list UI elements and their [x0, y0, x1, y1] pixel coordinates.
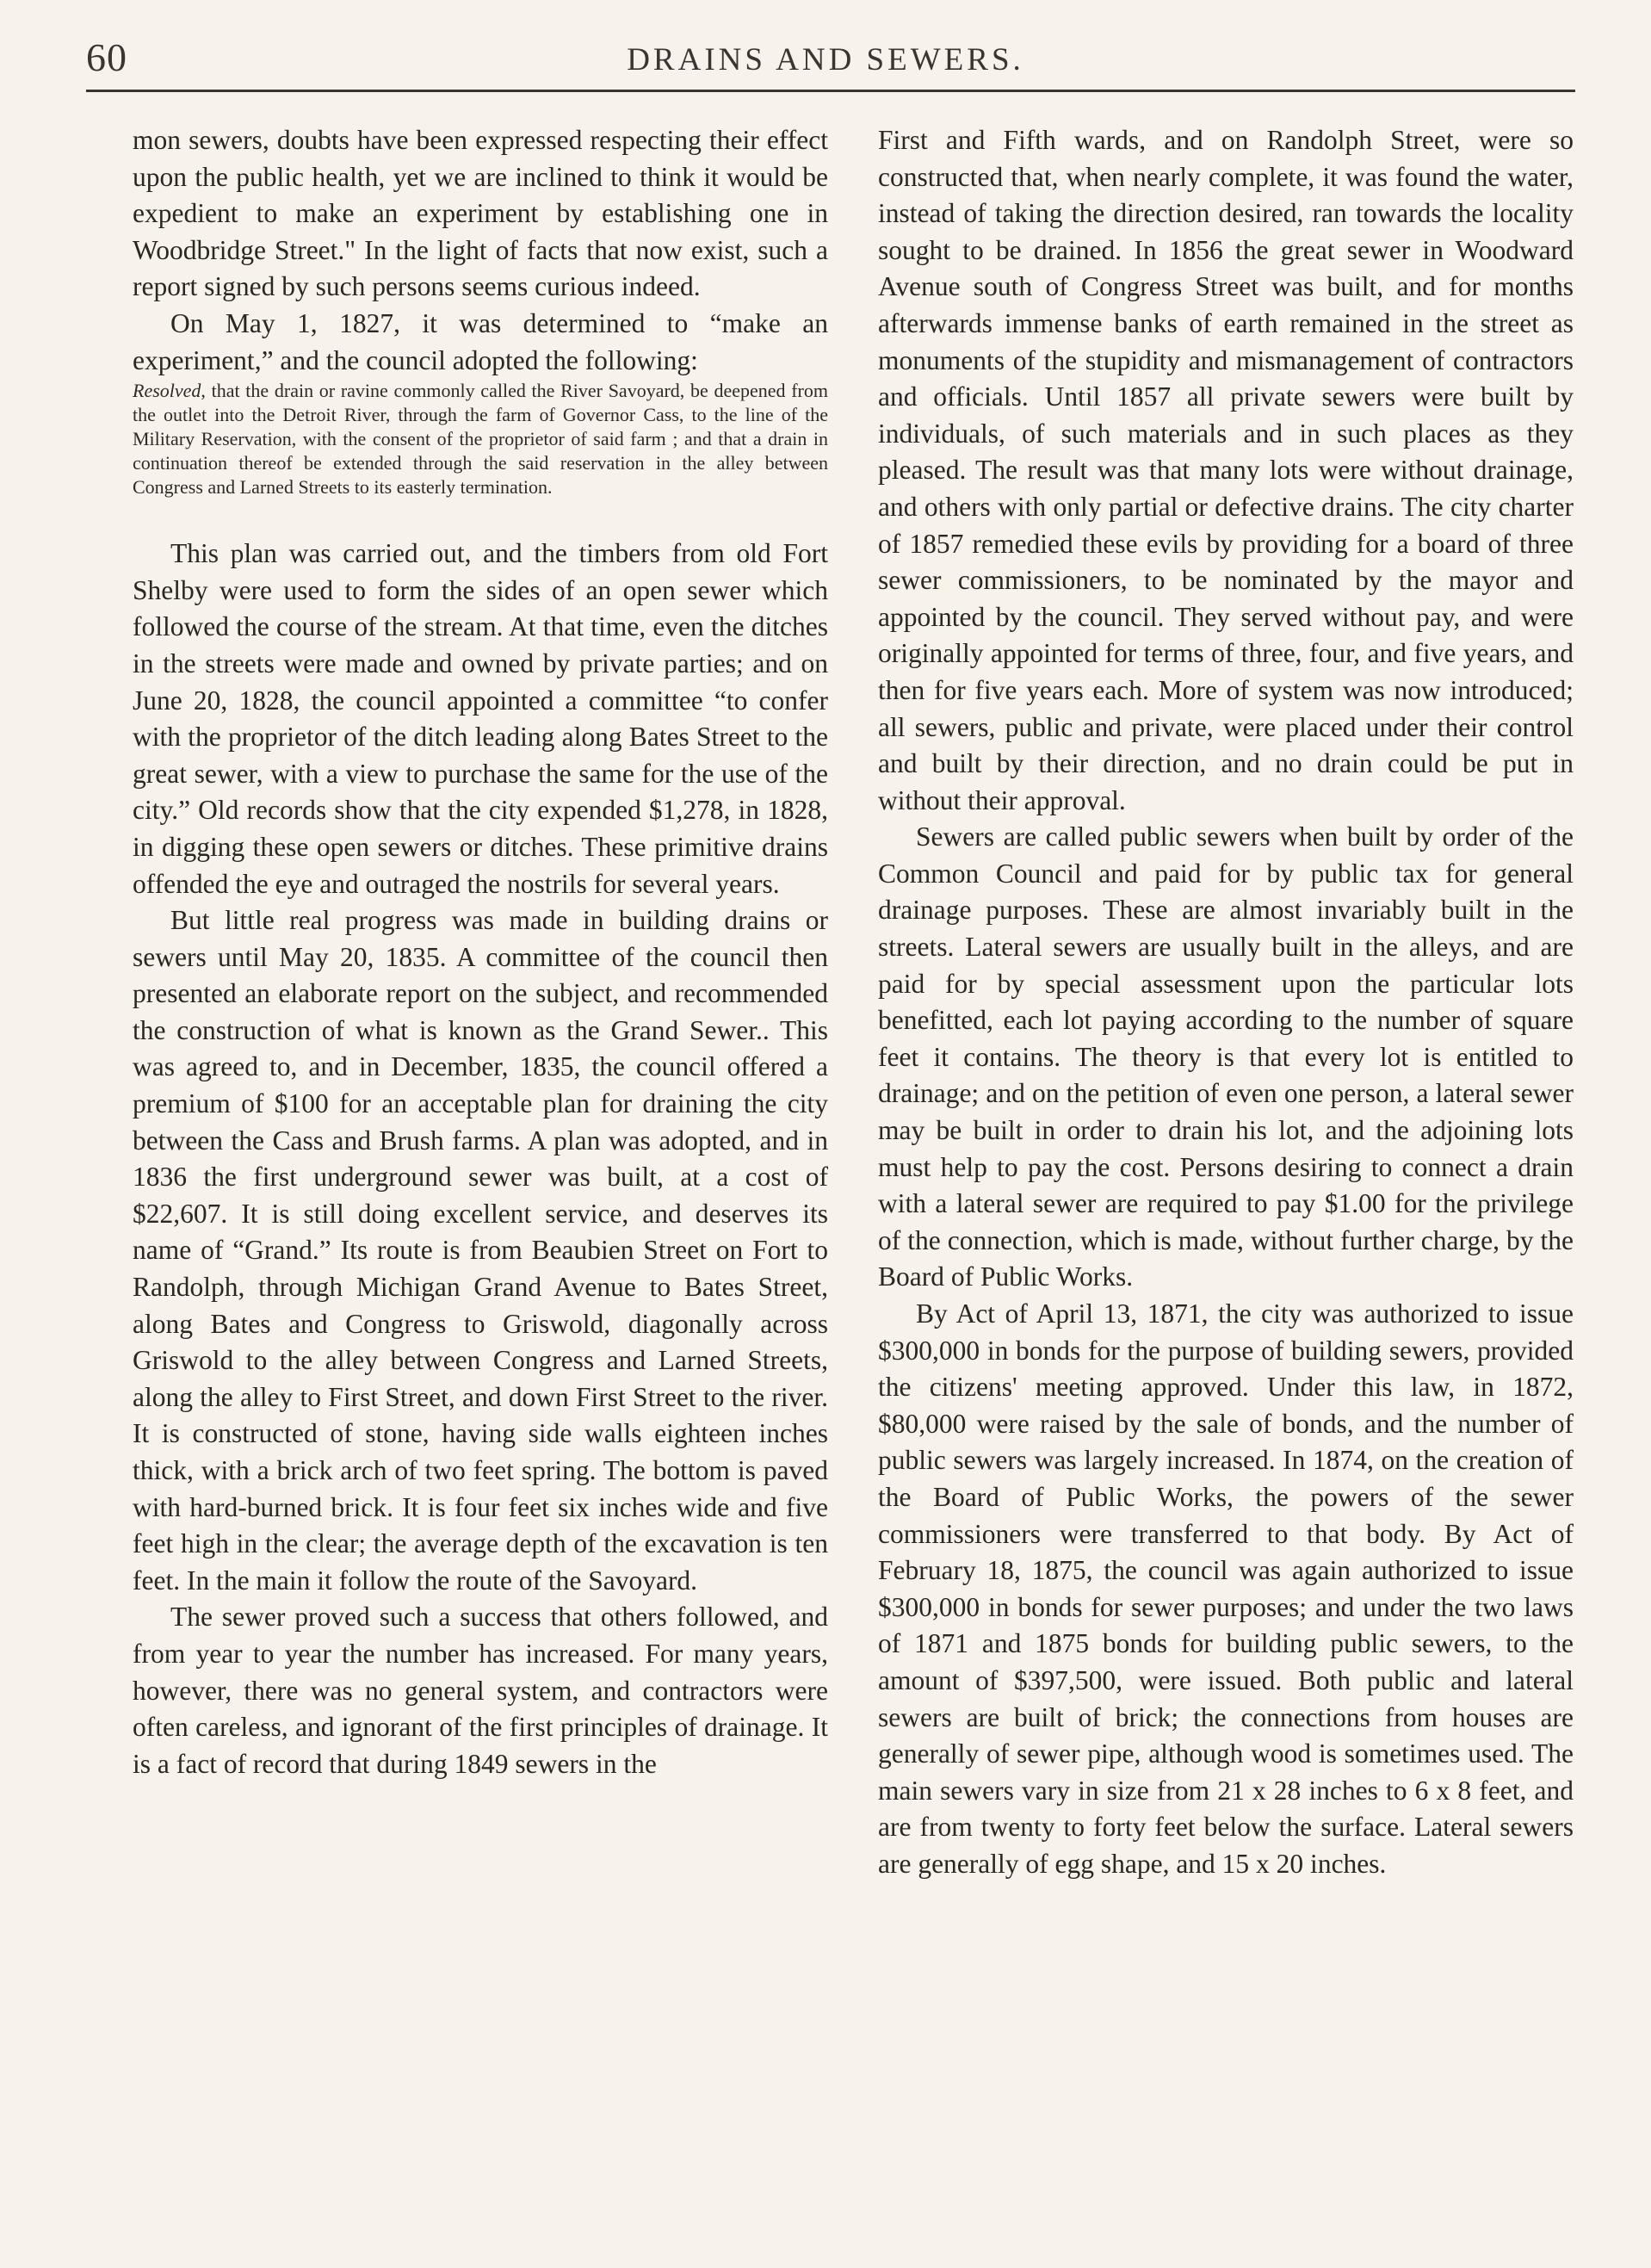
right-column — [878, 122, 1574, 1883]
paragraph-plan: This plan was carried out, and the timbers from old Fort Shelby were used to form the sides of an open sewer which followed the course of the stream. At that time, even the ditches in the streets were made and owned by private parties; and on June 20, 1828, the council appointed a committee “to confer with the proprietor of the ditch leading along Bates Street to the great sewer, with a view to purchase the same for the use of the city.” Old records show that the city expended $1,278, in 1828, in digging these open sewers or ditches. These primitive drains offended the eye and outraged the nostrils for several years. — [133, 538, 828, 899]
left-column — [133, 122, 828, 1782]
header-rule — [86, 90, 1575, 92]
paragraph-act-1871: By Act of April 13, 1871, the city was authorized to issue $300,000 in bonds for the purpose of building sewers, provided the citizens' meeting approved. Under this law, in 1872, $80,000 were raised by the sale of bonds, and the number of public sewers was largely increased. In 1874, on the creation of the Board of Public Works, the powers of the sewer commissioners were transferred to that body. By Act of February 18, 1875, the council was again authorized to issue $300,000 in bonds for sewer purposes; and under the two laws of 1871 and 1875 bonds for building public sewers, to the amount of $397,500, were issued. Both public and lateral sewers are built of brick; the connections from houses are generally of sewer pipe, although wood is sometimes used. The main sewers vary in size from 21 x 28 inches to 6 x 8 feet, and are from twenty to forty feet below the surface. Lateral sewers are generally of egg shape, and 15 x 20 inches. — [878, 1298, 1574, 1879]
resolution-quote — [133, 379, 828, 499]
paragraph-may-1827: On May 1, 1827, it was determined to “make an experiment,” and the council adopted the following: — [133, 307, 828, 375]
resolution-word: Resolved — [133, 380, 201, 402]
paragraph-public-sewers: Sewers are called public sewers when built by order of the Common Council and paid for by public tax for general drainage purposes. These are almost invariably built in the streets. Lateral sewers are usually built in the alleys, and are paid for by special assessment upon the particular lots benefitted, each lot paying according to the number of square feet it contains. The theory is that every lot is entitled to drainage; and on the petition of even one person, a lateral sewer may be built in order to drain his lot, and the adjoining lots must help to pay the cost. Persons desiring to connect a drain with a lateral sewer are required to pay $1.00 for the privilege of the connection, which is made, without further charge, by the Board of Public Works. — [878, 821, 1574, 1292]
running-title: DRAINS AND SEWERS. — [627, 42, 1024, 77]
paragraph-continued-right: First and Fifth wards, and on Randolph Street, were so constructed that, when nearly complete, it was found the water, instead of taking the direction desired, ran towards the locality sought to be drained. In 1856 the great sewer in Woodward Avenue south of Congress Street was built, and for months afterwards immense banks of earth remained in the street as monuments of the stupidity and mismanagement of contractors and officials. Until 1857 all private sewers were built by individuals, of such materials and in such places as they pleased. The result was that many lots were without drainage, and others with only partial or defective drains. The city charter of 1857 remedied these evils by providing for a board of three sewer commissioners, to be nominated by the mayor and appointed by the council. They served without pay, and were originally appointed for terms of three, four, and five years, and then for five years each. More of system was now introduced; all sewers, public and private, were placed under their control and built by their direction, and no drain could be put in without their approval. — [878, 125, 1574, 815]
paragraph-progress: But little real progress was made in building drains or sewers until May 20, 1835. A committee of the council then presented an elaborate report on the subject, and recommended the construction of what is known as the Grand Sewer.. This was agreed to, and in December, 1835, the council offered a premium of $100 for an acceptable plan for draining the city between the Cass and Brush farms. A plan was adopted, and in 1836 the first underground sewer was built, at a cost of $22,607. It is still doing excellent service, and deserves its name of “Grand.” Its route is from Beaubien Street on Fort to Randolph, through Michigan Grand Avenue to Bates Street, along Bates and Congress to Griswold, diagonally across Griswold to the alley between Congress and Larned Streets, along the alley to First Street, and down First Street to the river. It is constructed of stone, having side walls eighteen inches thick, with a brick arch of two feet spring. The bottom is paved with hard-burned brick. It is four feet six inches wide and five feet high in the clear; the average depth of the excavation is ten feet. In the main it follow the route of the Savoyard. — [133, 905, 828, 1596]
paragraph-success: The sewer proved such a success that others followed, and from year to year the number has increased. For many years, however, there was no general system, and contractors were often careless, and ignorant of the first principles of drainage. It is a fact of record that during 1849 sewers in the — [133, 1602, 828, 1779]
paragraph-continued: mon sewers, doubts have been expressed respecting their effect upon the public health, yet we are inclined to think it would be expedient to make an experiment by establishing one in Woodbridge Street." In the light of facts that now exist, such a report signed by such persons seems curious indeed. — [133, 125, 828, 302]
page-number: 60 — [86, 35, 127, 79]
resolution-text: , that the drain or ravine commonly called the River Savoyard, be deepened from the outlet into the Detroit River, through the farm of Governor Cass, to the line of the Military Reservation, with the consent of the proprietor of said farm ; and that a drain in continuation thereof be extended through the said reservation in the alley between Congress and Larned Streets to its easterly termination. — [133, 380, 828, 499]
